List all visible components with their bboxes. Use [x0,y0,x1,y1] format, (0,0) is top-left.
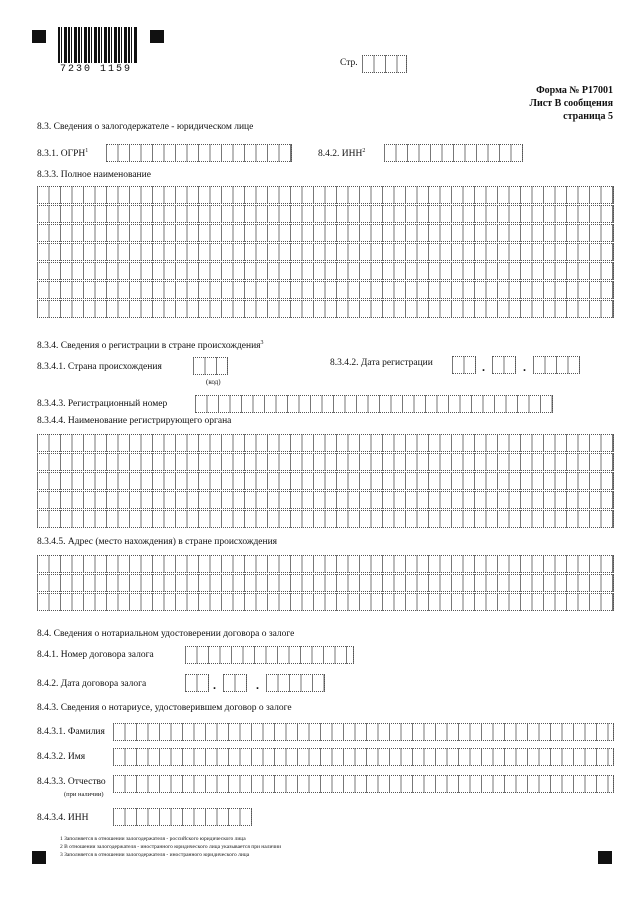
registration-marker-top-right [150,30,164,43]
reg-authority-row-4[interactable] [37,491,614,509]
registration-marker-bottom-right [598,851,612,864]
notary-inn-label: 8.4.3.4. ИНН [37,813,89,823]
form-header [530,84,614,123]
full-name-row-6[interactable] [37,281,614,299]
country-label: 8.3.4.1. Страна происхождения [37,362,162,372]
reg-date-month[interactable] [492,356,516,374]
reg-date-year[interactable] [533,356,580,374]
address-row-2[interactable] [37,574,614,592]
page-label: Стр. [340,58,358,68]
full-name-row-1[interactable] [37,186,614,204]
registration-marker-bottom-left [32,851,46,864]
footnote-2: 2 В отношении залогодержателя - иностранного юридического лица указывается при наличии [60,844,282,850]
reg-number-field[interactable] [195,395,553,413]
contract-date-year[interactable] [266,674,325,692]
full-name-row-3[interactable] [37,224,614,242]
reg-number-label: 8.3.4.3. Регистрационный номер [37,399,168,409]
footnote-1: 1 Заполняется в отношении залогодержателя - российского юридического лица [60,836,246,842]
inn-field[interactable] [384,144,523,162]
form-sheet: Лист В сообщения [529,98,613,109]
patronymic-caption: (при наличии) [64,791,104,798]
barcode-number: 7230 1159 [60,64,133,75]
reg-date-label: 8.3.4.2. Дата регистрации [330,358,433,368]
full-name-row-2[interactable] [37,205,614,223]
address-row-1[interactable] [37,555,614,573]
country-code-caption: (код) [206,378,221,386]
full-name-label: 8.3.3. Полное наименование [37,170,151,180]
ogrn-field[interactable] [106,144,292,162]
contract-number-label: 8.4.1. Номер договора залога [37,650,154,660]
reg-date-sep-1: . [482,360,485,374]
reg-authority-row-1[interactable] [37,434,614,452]
barcode [58,27,138,63]
reg-date-day[interactable] [452,356,476,374]
surname-label: 8.4.3.1. Фамилия [37,727,105,737]
registration-marker-top-left [32,30,46,43]
address-row-3[interactable] [37,593,614,611]
form-page: страница 5 [563,111,613,122]
contract-date-sep-1: . [213,678,216,692]
contract-number-field[interactable] [185,646,354,664]
section-8-4-title: 8.4. Сведения о нотариальном удостоверении договора о залоге [37,629,295,639]
notary-section-title: 8.4.3. Сведения о нотариусе, удостоверившем договор о залоге [37,703,292,713]
full-name-row-7[interactable] [37,300,614,318]
form-number: Форма № Р17001 [536,85,613,96]
reg-date-sep-2: . [523,360,526,374]
reg-authority-row-3[interactable] [37,472,614,490]
reg-authority-row-5[interactable] [37,510,614,528]
contract-date-label: 8.4.2. Дата договора залога [37,679,147,689]
name-field[interactable] [113,748,614,766]
contract-date-day[interactable] [185,674,209,692]
name-label: 8.4.3.2. Имя [37,752,86,762]
full-name-row-4[interactable] [37,243,614,261]
ogrn-label: 8.3.1. ОГРН$^1$ [37,148,89,160]
full-name-row-5[interactable] [37,262,614,280]
section-8-3-title: 8.3. Сведения о залогодержателе - юридическом лице [37,122,254,132]
patronymic-label: 8.4.3.3. Отчество [37,777,106,787]
page-number-field[interactable] [362,55,407,73]
country-code-field[interactable] [193,357,228,375]
reg-authority-row-2[interactable] [37,453,614,471]
surname-field[interactable] [113,723,614,741]
contract-date-sep-2: . [256,678,259,692]
notary-inn-field[interactable] [113,808,252,826]
inn-label: 8.4.2. ИНН$^2$ [318,148,366,160]
address-label: 8.3.4.5. Адрес (место нахождения) в стране происхождения [37,537,278,547]
section-8-3-4-title: 8.3.4. Сведения о регистрации в стране происхождения$^3$ [37,340,264,352]
patronymic-field[interactable] [113,775,614,793]
contract-date-month[interactable] [223,674,247,692]
footnote-3: 3 Заполняется в отношении залогодержателя - иностранного юридического лица [60,852,250,858]
reg-authority-label: 8.3.4.4. Наименование регистрирующего органа [37,416,232,426]
